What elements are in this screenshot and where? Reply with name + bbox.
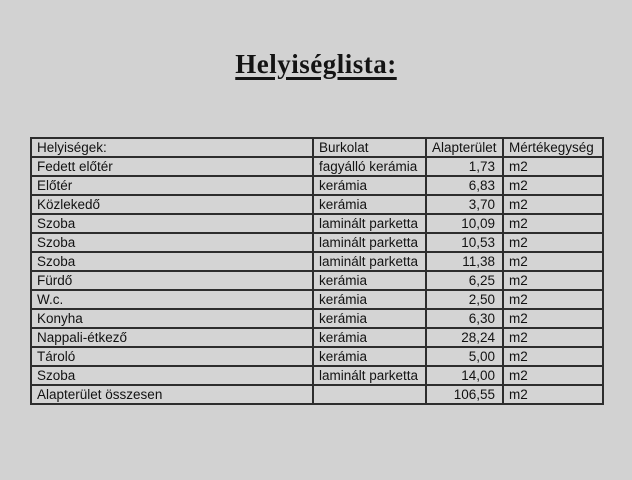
room-area: 2,50 xyxy=(426,290,503,309)
room-surface: kerámia xyxy=(313,290,426,309)
room-name: Tároló xyxy=(31,347,313,366)
room-area: 10,53 xyxy=(426,233,503,252)
room-area: 6,83 xyxy=(426,176,503,195)
room-unit: m2 xyxy=(503,195,603,214)
room-surface: laminált parketta xyxy=(313,366,426,385)
room-area: 6,25 xyxy=(426,271,503,290)
header-unit: Mértékegység xyxy=(503,138,603,157)
total-surface-empty xyxy=(313,385,426,404)
room-name: Szoba xyxy=(31,366,313,385)
room-name: Szoba xyxy=(31,252,313,271)
total-unit: m2 xyxy=(503,385,603,404)
room-area: 6,30 xyxy=(426,309,503,328)
table-total-row xyxy=(31,385,603,404)
room-name: Fedett előtér xyxy=(31,157,313,176)
page-title xyxy=(0,49,632,80)
room-surface: kerámia xyxy=(313,176,426,195)
room-surface: laminált parketta xyxy=(313,214,426,233)
table-header-row xyxy=(31,138,603,157)
table-row xyxy=(31,290,603,309)
room-unit: m2 xyxy=(503,157,603,176)
page-title-text: Helyiséglista: xyxy=(235,49,397,79)
room-unit: m2 xyxy=(503,176,603,195)
room-unit: m2 xyxy=(503,252,603,271)
room-unit: m2 xyxy=(503,366,603,385)
table-row xyxy=(31,328,603,347)
room-unit: m2 xyxy=(503,309,603,328)
table-row xyxy=(31,252,603,271)
room-name: Nappali-étkező xyxy=(31,328,313,347)
room-surface: fagyálló kerámia xyxy=(313,157,426,176)
table-row xyxy=(31,309,603,328)
room-unit: m2 xyxy=(503,233,603,252)
room-area: 28,24 xyxy=(426,328,503,347)
room-unit: m2 xyxy=(503,271,603,290)
room-list-table xyxy=(30,137,604,405)
room-surface: laminált parketta xyxy=(313,233,426,252)
room-name: Szoba xyxy=(31,214,313,233)
table-row xyxy=(31,157,603,176)
header-area: Alapterület xyxy=(426,138,503,157)
table-row xyxy=(31,176,603,195)
room-surface: kerámia xyxy=(313,309,426,328)
room-name: W.c. xyxy=(31,290,313,309)
total-label: Alapterület összesen xyxy=(31,385,313,404)
room-area: 1,73 xyxy=(426,157,503,176)
room-name: Fürdő xyxy=(31,271,313,290)
header-surface: Burkolat xyxy=(313,138,426,157)
room-surface: kerámia xyxy=(313,347,426,366)
table-row xyxy=(31,366,603,385)
room-name: Előtér xyxy=(31,176,313,195)
table-row xyxy=(31,347,603,366)
room-unit: m2 xyxy=(503,214,603,233)
room-area: 11,38 xyxy=(426,252,503,271)
room-surface: laminált parketta xyxy=(313,252,426,271)
room-surface: kerámia xyxy=(313,271,426,290)
room-unit: m2 xyxy=(503,290,603,309)
room-name: Szoba xyxy=(31,233,313,252)
room-name: Konyha xyxy=(31,309,313,328)
room-unit: m2 xyxy=(503,328,603,347)
room-unit: m2 xyxy=(503,347,603,366)
table-row xyxy=(31,214,603,233)
room-surface: kerámia xyxy=(313,328,426,347)
room-area: 5,00 xyxy=(426,347,503,366)
room-area: 3,70 xyxy=(426,195,503,214)
room-area: 10,09 xyxy=(426,214,503,233)
table-row xyxy=(31,195,603,214)
room-surface: kerámia xyxy=(313,195,426,214)
room-name: Közlekedő xyxy=(31,195,313,214)
room-area: 14,00 xyxy=(426,366,503,385)
total-area: 106,55 xyxy=(426,385,503,404)
table-row xyxy=(31,271,603,290)
table-row xyxy=(31,233,603,252)
header-rooms: Helyiségek: xyxy=(31,138,313,157)
